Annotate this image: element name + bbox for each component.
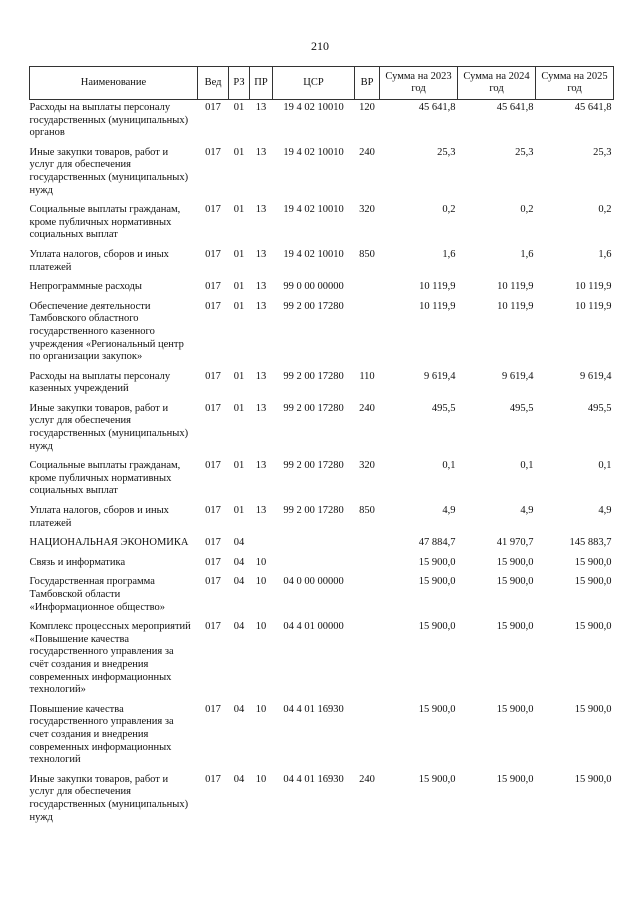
cell-csr: 19 4 02 10010 — [283, 204, 344, 216]
cell-ved: 017 — [205, 300, 221, 312]
cell-name: Иные закупки товаров, работ и услуг для обеспечения государственных (муниципальных) нужд — [29, 146, 189, 196]
cell-sum-2025: 495,5 — [587, 402, 612, 414]
cell-vr — [355, 281, 380, 301]
cell-sum-2024: 15 900,0 — [496, 773, 534, 785]
cell-rz: 04 — [233, 773, 245, 785]
cell-sum-2024: 10 119,9 — [497, 300, 534, 312]
cell-sum-2025: 4,9 — [598, 505, 612, 517]
cell-vr: 240 — [359, 773, 375, 785]
cell-sum-2023: 25,3 — [437, 146, 456, 158]
cell-csr: 99 2 00 17280 — [283, 505, 344, 517]
cell-name: Расходы на выплаты персоналу государственных (муниципальных) органов — [29, 102, 189, 139]
cell-pr: 13 — [255, 248, 267, 260]
cell-name: НАЦИОНАЛЬНАЯ ЭКОНОМИКА — [29, 537, 189, 549]
cell-sum-2023: 45 641,8 — [418, 102, 456, 113]
cell-name: Уплата налогов, сборов и иных платежей — [29, 505, 169, 529]
cell-sum-2024: 15 900,0 — [496, 556, 534, 568]
cell-vr: 110 — [359, 370, 375, 382]
cell-pr: 10 — [255, 576, 267, 588]
cell-name: Связь и информатика — [29, 556, 126, 568]
cell-sum-2024: 41 970,7 — [496, 537, 534, 549]
cell-csr: 19 4 02 10010 — [283, 146, 344, 158]
cell-ved: 017 — [205, 773, 221, 785]
cell-name: Иные закупки товаров, работ и услуг для обеспечения государственных (муниципальных) нужд — [29, 773, 189, 823]
cell-rz: 04 — [233, 556, 245, 568]
cell-vr — [355, 301, 380, 371]
cell-csr: 04 0 00 00000 — [283, 576, 344, 588]
cell-vr — [355, 576, 380, 621]
cell-sum-2023: 15 900,0 — [418, 621, 456, 633]
cell-sum-2023: 0,1 — [442, 460, 456, 472]
cell-ved: 017 — [205, 370, 221, 382]
cell-ved: 017 — [205, 402, 221, 414]
cell-sum-2025: 0,1 — [598, 460, 612, 472]
cell-pr: 13 — [255, 402, 267, 414]
cell-sum-2024: 4,9 — [520, 505, 534, 517]
cell-ved: 017 — [205, 621, 221, 633]
cell-sum-2023: 495,5 — [431, 402, 456, 414]
cell-sum-2024: 45 641,8 — [496, 102, 534, 113]
header-sum-2024: Сумма на 2024 год — [458, 67, 536, 100]
cell-sum-2023: 15 900,0 — [418, 576, 456, 588]
cell-sum-2025: 15 900,0 — [574, 773, 612, 785]
table-row — [30, 774, 614, 831]
header-ved: Вед — [198, 67, 229, 100]
cell-vr: 320 — [359, 460, 375, 472]
cell-sum-2023: 0,2 — [442, 204, 456, 216]
cell-pr: 10 — [255, 703, 267, 715]
cell-vr — [355, 704, 380, 774]
cell-sum-2024: 0,1 — [520, 460, 534, 472]
cell-vr: 240 — [359, 146, 375, 158]
header-pr: ПР — [250, 67, 273, 100]
cell-ved: 017 — [205, 576, 221, 588]
cell-sum-2023: 1,6 — [442, 248, 456, 260]
cell-sum-2024: 15 900,0 — [496, 621, 534, 633]
table-row — [30, 371, 614, 403]
cell-rz: 01 — [233, 300, 245, 312]
table-row — [30, 147, 614, 204]
cell-rz: 01 — [233, 505, 245, 517]
cell-csr: 04 4 01 00000 — [283, 621, 344, 633]
table-row — [30, 403, 614, 460]
cell-sum-2025: 25,3 — [593, 146, 612, 158]
cell-rz: 01 — [233, 102, 245, 113]
cell-csr: 19 4 02 10010 — [283, 102, 344, 113]
cell-rz: 01 — [233, 402, 245, 414]
cell-rz: 04 — [233, 703, 245, 715]
cell-name: Социальные выплаты гражданам, кроме публичных нормативных социальных выплат — [29, 204, 181, 241]
cell-pr: 10 — [255, 773, 267, 785]
cell-name: Повышение качества государственного управления за счет создания и внедрения современных информационных технологий — [29, 703, 174, 766]
cell-csr: 19 4 02 10010 — [283, 248, 344, 260]
cell-sum-2023: 47 884,7 — [418, 537, 456, 549]
header-name: Наименование — [30, 67, 198, 100]
cell-sum-2025: 145 883,7 — [569, 537, 612, 549]
cell-vr: 120 — [359, 102, 375, 113]
cell-csr: 04 4 01 16930 — [283, 703, 344, 715]
cell-pr: 13 — [255, 102, 267, 113]
cell-sum-2024: 9 619,4 — [502, 370, 534, 382]
page-number: 210 — [311, 39, 329, 53]
cell-csr: 99 2 00 17280 — [283, 370, 344, 382]
cell-pr: 10 — [255, 621, 267, 633]
cell-sum-2023: 15 900,0 — [418, 773, 456, 785]
cell-name: Обеспечение деятельности Тамбовского областного государственного казенного учреждения «Региональный центр по организации закупок» — [29, 300, 184, 363]
budget-table — [29, 66, 614, 831]
cell-sum-2023: 15 900,0 — [418, 703, 456, 715]
cell-sum-2024: 495,5 — [509, 402, 534, 414]
table-row — [30, 505, 614, 537]
cell-sum-2024: 1,6 — [520, 248, 534, 260]
table-row — [30, 460, 614, 505]
cell-vr: 850 — [359, 505, 375, 517]
cell-rz: 04 — [233, 576, 245, 588]
cell-sum-2023: 15 900,0 — [418, 556, 456, 568]
cell-csr — [273, 557, 355, 577]
cell-vr — [355, 621, 380, 704]
cell-ved: 017 — [205, 556, 221, 568]
table-row — [30, 704, 614, 774]
cell-pr: 13 — [255, 460, 267, 472]
table-row — [30, 557, 614, 577]
cell-csr: 99 2 00 17280 — [283, 460, 344, 472]
cell-sum-2025: 0,2 — [598, 204, 612, 216]
cell-pr — [250, 537, 273, 557]
cell-sum-2025: 15 900,0 — [574, 621, 612, 633]
cell-rz: 01 — [233, 281, 245, 293]
cell-sum-2023: 9 619,4 — [424, 370, 456, 382]
cell-pr: 13 — [255, 204, 267, 216]
cell-csr: 99 2 00 17280 — [283, 402, 344, 414]
cell-rz: 04 — [233, 621, 245, 633]
cell-sum-2025: 10 119,9 — [575, 281, 612, 293]
cell-name: Непрограммные расходы — [29, 281, 142, 293]
cell-name: Уплата налогов, сборов и иных платежей — [29, 248, 169, 273]
cell-rz: 01 — [233, 248, 245, 260]
cell-csr: 99 2 00 17280 — [283, 300, 344, 312]
cell-sum-2025: 9 619,4 — [580, 370, 612, 382]
cell-rz: 01 — [233, 370, 245, 382]
cell-sum-2024: 15 900,0 — [496, 576, 534, 588]
cell-rz: 01 — [233, 146, 245, 158]
header-csr: ЦСР — [273, 67, 355, 100]
cell-pr: 10 — [255, 556, 267, 568]
cell-pr: 13 — [255, 281, 267, 293]
header-sum-2023: Сумма на 2023 год — [380, 67, 458, 100]
cell-name: Социальные выплаты гражданам, кроме публичных нормативных социальных выплат — [29, 460, 181, 497]
cell-pr: 13 — [255, 146, 267, 158]
cell-ved: 017 — [205, 248, 221, 260]
cell-ved: 017 — [205, 146, 221, 158]
cell-vr — [355, 557, 380, 577]
cell-sum-2025: 15 900,0 — [574, 576, 612, 588]
cell-vr — [355, 537, 380, 557]
header-sum-2025: Сумма на 2025 год — [536, 67, 614, 100]
header-rz: РЗ — [229, 67, 250, 100]
cell-ved: 017 — [205, 703, 221, 715]
table-row — [30, 621, 614, 704]
table-row — [30, 301, 614, 371]
table-row — [30, 537, 614, 557]
cell-name: Комплекс процессных мероприятий «Повышение качества государственного управления за счёт создания и внедрения современных информационных технологий» — [29, 621, 191, 696]
cell-sum-2024: 15 900,0 — [496, 703, 534, 715]
table-row — [30, 204, 614, 249]
table-row — [30, 281, 614, 301]
cell-sum-2023: 10 119,9 — [419, 281, 456, 293]
table-row — [30, 576, 614, 621]
cell-ved: 017 — [205, 102, 221, 113]
cell-vr: 240 — [359, 402, 375, 414]
cell-rz: 01 — [233, 204, 245, 216]
header-vr: ВР — [355, 67, 380, 100]
cell-ved: 017 — [205, 204, 221, 216]
cell-rz: 04 — [233, 537, 245, 549]
cell-sum-2025: 10 119,9 — [575, 300, 612, 312]
cell-vr: 320 — [359, 204, 375, 216]
cell-sum-2024: 0,2 — [520, 204, 534, 216]
cell-name: Расходы на выплаты персоналу казенных учреждений — [29, 370, 171, 395]
cell-sum-2025: 15 900,0 — [574, 556, 612, 568]
cell-sum-2024: 10 119,9 — [497, 281, 534, 293]
cell-pr: 13 — [255, 505, 267, 517]
cell-ved: 017 — [205, 537, 221, 549]
cell-csr: 04 4 01 16930 — [283, 773, 344, 785]
cell-name: Иные закупки товаров, работ и услуг для обеспечения государственных (муниципальных) нужд — [29, 402, 189, 452]
cell-pr: 13 — [255, 370, 267, 382]
cell-name: Государственная программа Тамбовской области «Информационное общество» — [29, 576, 165, 613]
cell-vr: 850 — [359, 248, 375, 260]
table-row — [30, 249, 614, 281]
table-header — [30, 67, 614, 100]
cell-ved: 017 — [205, 505, 221, 517]
cell-sum-2023: 4,9 — [442, 505, 456, 517]
table-row — [30, 100, 614, 147]
table-body — [30, 100, 614, 832]
cell-sum-2025: 1,6 — [598, 248, 612, 260]
cell-sum-2024: 25,3 — [515, 146, 534, 158]
cell-csr — [273, 537, 355, 557]
cell-sum-2025: 15 900,0 — [574, 703, 612, 715]
cell-ved: 017 — [205, 281, 221, 293]
cell-rz: 01 — [233, 460, 245, 472]
cell-ved: 017 — [205, 460, 221, 472]
cell-sum-2023: 10 119,9 — [419, 300, 456, 312]
cell-csr: 99 0 00 00000 — [283, 281, 344, 293]
cell-sum-2025: 45 641,8 — [574, 102, 612, 113]
cell-pr: 13 — [255, 300, 267, 312]
